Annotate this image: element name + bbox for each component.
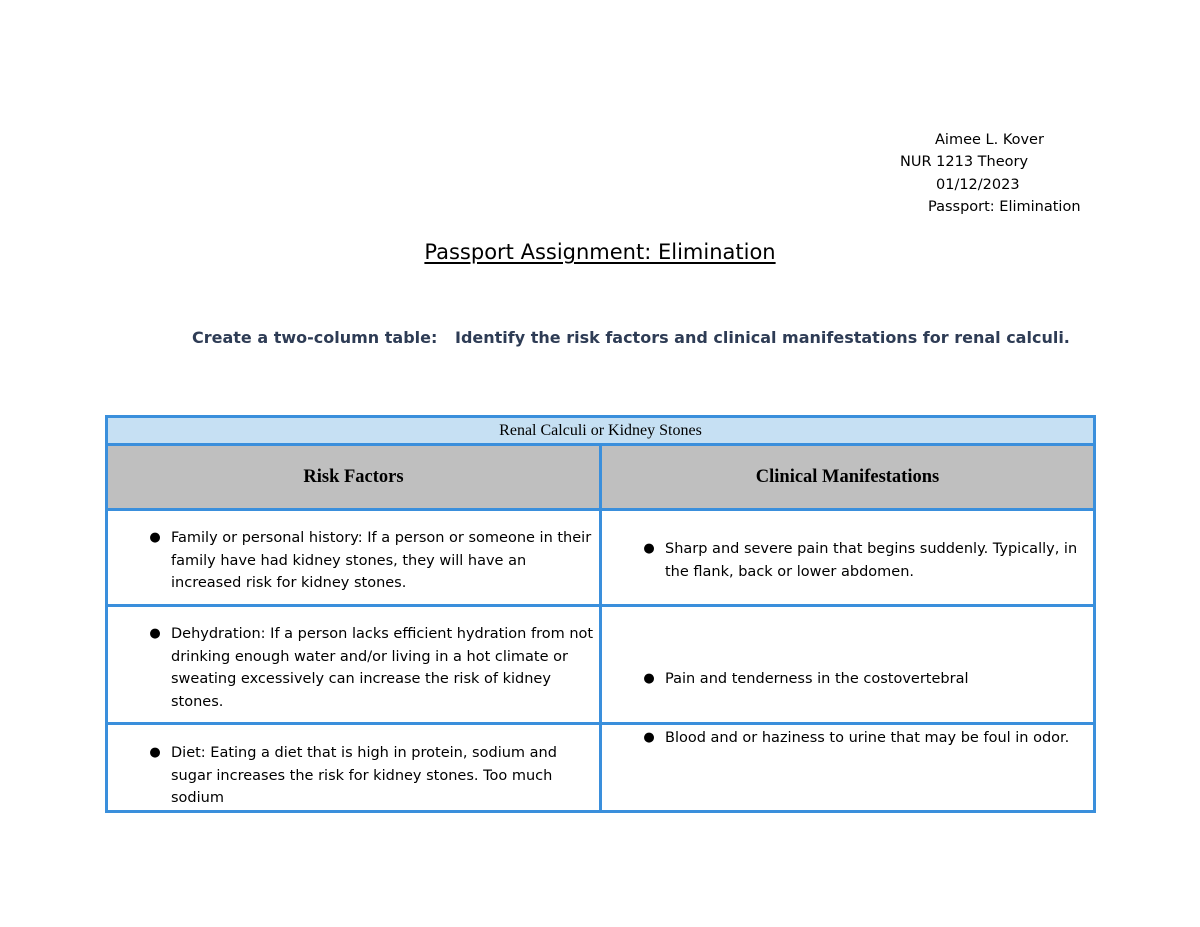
manifestation-text: Blood and or haziness to urine that may be foul in odor.: [665, 730, 1070, 746]
table-row: [107, 510, 1095, 606]
assignment-date: 01/12/2023: [936, 177, 1020, 193]
risk-factor-text: Dehydration: If a person lacks efficient hydration from not drinking enough water and/or living in a hot climate or sweating excessively can increase the risk of kidney stones.: [171, 626, 594, 710]
manifestation-cell: [601, 606, 1095, 724]
instruction-part-2: Identify the risk factors and clinical manifestations for renal calculi.: [455, 328, 1070, 347]
bullet-icon: ●: [149, 530, 161, 545]
table-caption: Renal Calculi or Kidney Stones: [107, 417, 1095, 445]
table-row: [107, 606, 1095, 724]
risk-factor-cell: [107, 724, 601, 812]
risk-factor-cell: [107, 606, 601, 724]
bullet-icon: ●: [149, 626, 161, 641]
assignment-label: Passport: Elimination: [928, 199, 1081, 215]
instruction-part-1: Create a two-column table:: [192, 328, 438, 347]
risk-factor-text: Family or personal history: If a person or someone in their family have had kidney stones, they will have an increased risk for kidney stones.: [171, 530, 592, 591]
manifestation-cell: [601, 724, 1095, 812]
course-name: NUR 1213 Theory: [900, 154, 1029, 170]
bullet-icon: ●: [643, 730, 655, 745]
manifestation-text: Sharp and severe pain that begins suddenly. Typically, in the flank, back or lower abdomen.: [665, 541, 1078, 580]
table-row: [107, 724, 1095, 812]
student-name: Aimee L. Kover: [935, 132, 1044, 148]
bullet-icon: ●: [643, 541, 655, 556]
renal-calculi-table: [105, 415, 1096, 813]
manifestation-cell: [601, 510, 1095, 606]
column-header-risk-factors: Risk Factors: [107, 445, 601, 510]
manifestation-text: Pain and tenderness in the costovertebral: [665, 671, 969, 687]
risk-factor-cell: [107, 510, 601, 606]
risk-factor-text: Diet: Eating a diet that is high in protein, sodium and sugar increases the risk for kidney stones. Too much sodium: [171, 745, 557, 806]
bullet-icon: ●: [149, 745, 161, 760]
column-header-clinical-manifestations: Clinical Manifestations: [601, 445, 1095, 510]
bullet-icon: ●: [643, 671, 655, 686]
page-title: Passport Assignment: Elimination: [424, 240, 776, 264]
